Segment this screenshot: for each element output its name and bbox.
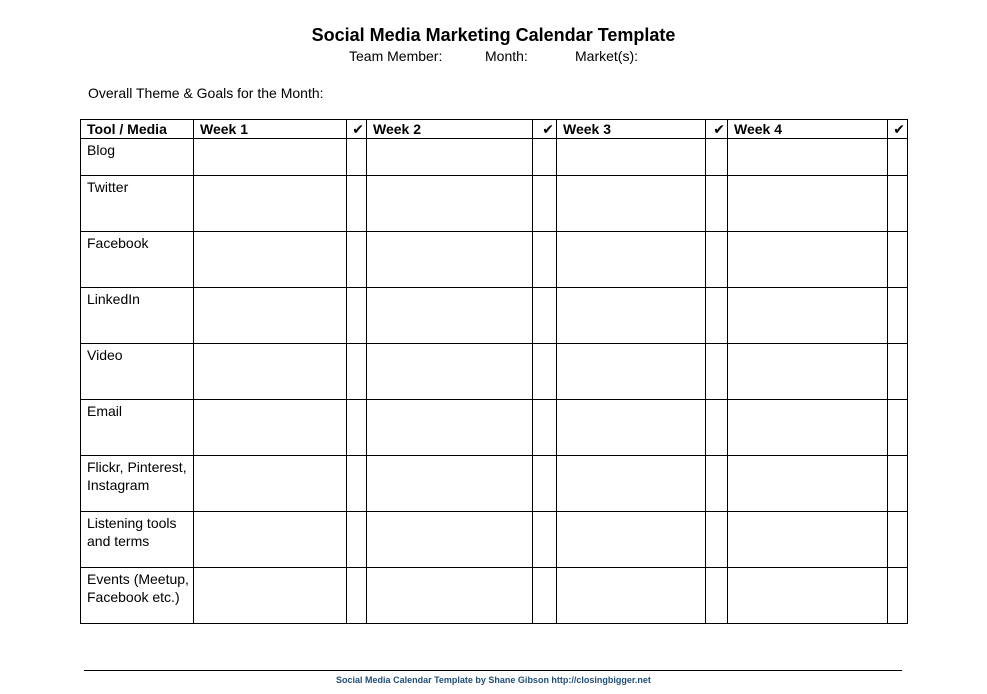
table-row — [81, 568, 908, 624]
table-row — [81, 456, 908, 512]
entry-cell[interactable] — [194, 400, 347, 456]
entry-cell[interactable] — [194, 139, 347, 176]
row-label-linkedin: LinkedIn — [81, 288, 194, 344]
entry-cell[interactable] — [728, 400, 888, 456]
entry-cell[interactable] — [194, 344, 347, 400]
row-label-blog: Blog — [81, 139, 194, 176]
check-cell[interactable] — [533, 288, 557, 344]
entry-cell[interactable] — [367, 456, 533, 512]
check-cell[interactable] — [706, 512, 728, 568]
entry-cell[interactable] — [557, 512, 706, 568]
entry-cell[interactable] — [728, 176, 888, 232]
entry-cell[interactable] — [728, 512, 888, 568]
entry-cell[interactable] — [728, 288, 888, 344]
markets-label: Market(s): — [575, 48, 638, 64]
check-icon: ✔ — [347, 120, 367, 139]
check-cell[interactable] — [706, 232, 728, 288]
entry-cell[interactable] — [557, 176, 706, 232]
check-cell[interactable] — [706, 344, 728, 400]
check-cell[interactable] — [706, 288, 728, 344]
check-icon: ✔ — [706, 120, 728, 139]
header-row — [81, 120, 908, 139]
entry-cell[interactable] — [557, 288, 706, 344]
check-cell[interactable] — [533, 344, 557, 400]
row-label-flickr-pinterest-instagram: Flickr, Pinterest, Instagram — [81, 456, 194, 512]
check-cell[interactable] — [347, 288, 367, 344]
entry-cell[interactable] — [367, 568, 533, 624]
week-2-header: Week 2 — [367, 120, 533, 139]
row-label-events: Events (Meetup, Facebook etc.) — [81, 568, 194, 624]
table-row — [81, 176, 908, 232]
check-cell[interactable] — [347, 400, 367, 456]
table-row — [81, 344, 908, 400]
check-cell[interactable] — [347, 512, 367, 568]
check-cell[interactable] — [706, 400, 728, 456]
check-cell[interactable] — [706, 568, 728, 624]
entry-cell[interactable] — [557, 344, 706, 400]
entry-cell[interactable] — [367, 400, 533, 456]
entry-cell[interactable] — [194, 568, 347, 624]
document-title: Social Media Marketing Calendar Template — [311, 25, 676, 45]
check-cell[interactable] — [706, 139, 728, 176]
check-icon: ✔ — [888, 120, 908, 139]
footer-divider — [84, 670, 902, 671]
team-member-label: Team Member: — [349, 48, 443, 64]
table-row — [81, 512, 908, 568]
check-cell[interactable] — [347, 139, 367, 176]
check-cell[interactable] — [533, 456, 557, 512]
entry-cell[interactable] — [194, 232, 347, 288]
check-cell[interactable] — [533, 568, 557, 624]
row-label-twitter: Twitter — [81, 176, 194, 232]
table-row — [81, 139, 908, 176]
check-cell[interactable] — [888, 139, 908, 176]
check-cell[interactable] — [347, 176, 367, 232]
footer-credit: Social Media Calendar Template by Shane Gibson http://closingbigger.net — [336, 675, 651, 685]
entry-cell[interactable] — [367, 344, 533, 400]
entry-cell[interactable] — [557, 232, 706, 288]
row-label-listening-tools: Listening tools and terms — [81, 512, 194, 568]
check-cell[interactable] — [888, 568, 908, 624]
check-cell[interactable] — [347, 344, 367, 400]
check-cell[interactable] — [533, 176, 557, 232]
week-3-header: Week 3 — [557, 120, 706, 139]
entry-cell[interactable] — [557, 400, 706, 456]
check-cell[interactable] — [533, 139, 557, 176]
check-cell[interactable] — [706, 456, 728, 512]
entry-cell[interactable] — [194, 456, 347, 512]
entry-cell[interactable] — [728, 232, 888, 288]
check-cell[interactable] — [888, 456, 908, 512]
check-cell[interactable] — [347, 456, 367, 512]
entry-cell[interactable] — [194, 288, 347, 344]
entry-cell[interactable] — [728, 568, 888, 624]
entry-cell[interactable] — [367, 288, 533, 344]
table-row — [81, 400, 908, 456]
check-cell[interactable] — [888, 288, 908, 344]
row-label-email: Email — [81, 400, 194, 456]
check-icon: ✔ — [533, 120, 557, 139]
check-cell[interactable] — [347, 568, 367, 624]
entry-cell[interactable] — [728, 456, 888, 512]
month-label: Month: — [485, 48, 528, 64]
check-cell[interactable] — [533, 400, 557, 456]
check-cell[interactable] — [888, 232, 908, 288]
entry-cell[interactable] — [367, 176, 533, 232]
row-label-facebook: Facebook — [81, 232, 194, 288]
table-row — [81, 232, 908, 288]
entry-cell[interactable] — [367, 512, 533, 568]
week-4-header: Week 4 — [728, 120, 888, 139]
entry-cell[interactable] — [557, 568, 706, 624]
check-cell[interactable] — [347, 232, 367, 288]
entry-cell[interactable] — [194, 176, 347, 232]
check-cell[interactable] — [533, 512, 557, 568]
theme-goals-label: Overall Theme & Goals for the Month: — [88, 85, 324, 101]
row-label-video: Video — [81, 344, 194, 400]
tool-media-header: Tool / Media — [81, 120, 194, 139]
table-row — [81, 288, 908, 344]
check-cell[interactable] — [888, 400, 908, 456]
check-cell[interactable] — [706, 176, 728, 232]
check-cell[interactable] — [888, 512, 908, 568]
entry-cell[interactable] — [194, 512, 347, 568]
entry-cell[interactable] — [728, 344, 888, 400]
entry-cell[interactable] — [557, 456, 706, 512]
entry-cell[interactable] — [367, 232, 533, 288]
entry-cell[interactable] — [557, 139, 706, 176]
check-cell[interactable] — [888, 176, 908, 232]
entry-cell[interactable] — [367, 139, 533, 176]
week-1-header: Week 1 — [194, 120, 347, 139]
check-cell[interactable] — [888, 344, 908, 400]
entry-cell[interactable] — [728, 139, 888, 176]
calendar-table — [80, 119, 908, 624]
check-cell[interactable] — [533, 232, 557, 288]
